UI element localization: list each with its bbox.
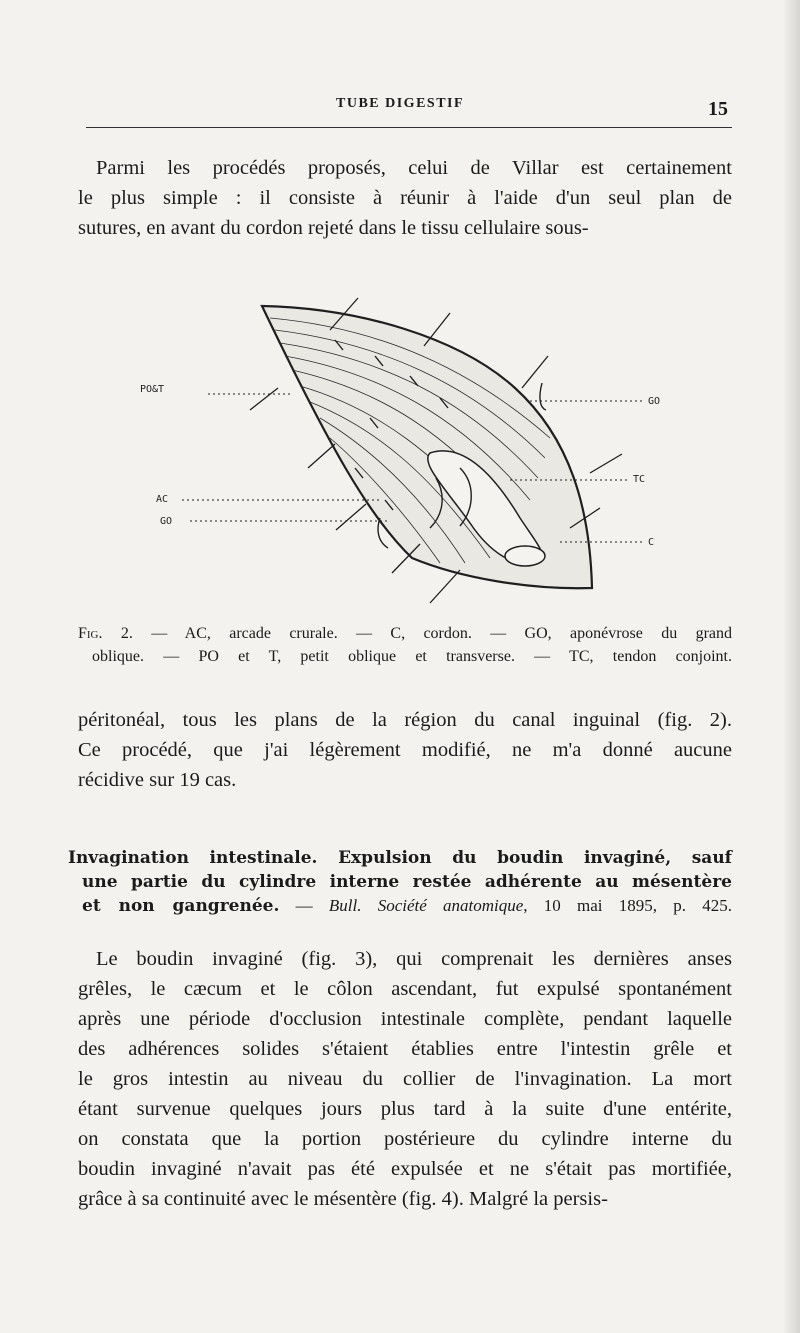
heading-line-2: une partie du cylindre interne restée adhérente au mésentère — [82, 872, 732, 892]
text-line: après une période d'occlusion intestinale complète, pendant laquelle — [78, 1008, 732, 1030]
text-line: le gros intestin au niveau du collier de l'invagination. La mort — [78, 1068, 732, 1090]
figure-caption — [78, 622, 732, 668]
page-number: 15 — [708, 98, 728, 120]
text-line: boudin invaginé n'avait pas été expulsée et ne s'était pas mortifiée, — [78, 1158, 732, 1180]
caption-text-1: — AC, arcade crurale. — C, cordon. — GO, aponévrose du grand — [132, 625, 732, 642]
label-c: C — [648, 537, 655, 548]
text-line: Ce procédé, que j'ai légèrement modifié, ne m'a donné aucune — [78, 739, 732, 761]
label-go-left: GO — [160, 516, 173, 527]
paragraph-peritoneal — [78, 705, 732, 795]
caption-line-1 — [78, 622, 732, 645]
citation-details: , 10 mai 1895, p. 425. — [523, 896, 732, 915]
paragraph-villar — [78, 153, 732, 243]
text-line: péritonéal, tous les plans de la région du canal inguinal (fig. 2). — [78, 709, 732, 731]
text-line: on constata que la portion postérieure du cylindre interne du — [78, 1128, 732, 1150]
text-line: étant survenue quelques jours plus tard à la suite d'une entérite, — [78, 1098, 732, 1120]
label-tc: TC — [633, 474, 646, 485]
inguinal-canal-drawing — [130, 268, 670, 613]
page-edge-shadow — [782, 0, 800, 1333]
heading-line-3 — [68, 894, 732, 918]
text-line: récidive sur 19 cas. — [78, 769, 237, 791]
text-line: Parmi les procédés proposés, celui de Villar est certainement — [96, 157, 732, 179]
figure-number: Fig. 2. — [78, 625, 133, 642]
header-rule — [86, 127, 732, 128]
label-ac: AC — [156, 494, 169, 505]
label-go-right: GO — [648, 396, 661, 407]
section-heading-invagination — [68, 846, 732, 918]
running-head: TUBE DIGESTIF — [336, 96, 465, 111]
label-po-t: PO&T — [140, 384, 165, 395]
figure-2-illustration — [130, 268, 670, 613]
paragraph-boudin — [78, 944, 732, 1214]
text-line: sutures, en avant du cordon rejeté dans le tissu cellulaire sous- — [78, 217, 589, 239]
citation-journal: Bull. Société anatomique — [328, 896, 524, 915]
citation — [279, 896, 732, 915]
text-line: le plus simple : il consiste à réunir à l'aide d'un seul plan de — [78, 187, 732, 209]
text-line: Le boudin invaginé (fig. 3), qui comprenait les dernières anses — [96, 948, 732, 970]
text-line: grâce à sa continuité avec le mésentère (fig. 4). Malgré la persis- — [78, 1188, 608, 1210]
text-line: des adhérences solides s'étaient établies entre l'intestin grêle et — [78, 1038, 732, 1060]
heading-line-1: Invagination intestinale. Expulsion du boudin invaginé, sauf — [68, 848, 732, 868]
caption-line-2: oblique. — PO et T, petit oblique et transverse. — TC, tendon conjoint. — [92, 648, 732, 665]
citation-dash: — — [279, 896, 329, 915]
text-line: grêles, le cæcum et le côlon ascendant, fut expulsé spontanément — [78, 978, 732, 1000]
heading-line-3-text: et non gangrenée. — [82, 896, 280, 916]
